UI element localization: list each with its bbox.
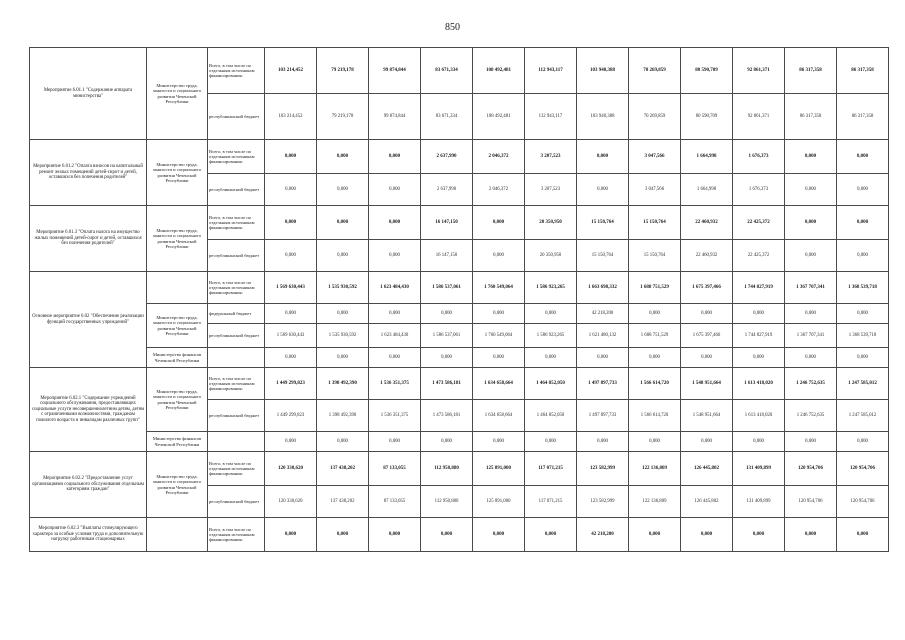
- amount-cell: 0,000: [265, 140, 317, 174]
- executor-cell: Министерство труда, занятости и социального развития Чеченской Республики: [147, 304, 208, 348]
- amount-cell: 0,000: [265, 348, 317, 368]
- amount-cell: 0,000: [369, 174, 421, 206]
- amount-cell: 1 449 299,823: [265, 400, 317, 432]
- amount-cell: 0,000: [837, 240, 889, 272]
- amount-cell: 0,000: [681, 432, 733, 452]
- funding-source-cell: республиканский бюджет: [208, 240, 265, 272]
- amount-cell: 2 046,372: [473, 140, 525, 174]
- amount-cell: 22 425,372: [733, 206, 785, 240]
- amount-cell: 3 047,566: [629, 140, 681, 174]
- amount-cell: 1 744 827,919: [733, 324, 785, 348]
- table-row: [30, 140, 889, 174]
- amount-cell: 122 136,809: [629, 486, 681, 518]
- amount-cell: 87 133,055: [369, 452, 421, 486]
- amount-cell: 0,000: [785, 206, 837, 240]
- executor-cell: Министерство труда, занятости и социального развития Чеченской Республики: [147, 368, 208, 432]
- amount-cell: 16 147,150: [421, 240, 473, 272]
- amount-cell: 103 214,452: [265, 48, 317, 94]
- amount-cell: 0,000: [473, 304, 525, 324]
- amount-cell: 0,000: [317, 304, 369, 324]
- amount-cell: 0,000: [473, 518, 525, 552]
- amount-cell: 15 150,764: [577, 206, 629, 240]
- amount-cell: 0,000: [317, 348, 369, 368]
- amount-cell: 1 744 827,919: [733, 272, 785, 304]
- amount-cell: 87 133,055: [369, 486, 421, 518]
- amount-cell: 120 954,706: [785, 486, 837, 518]
- amount-cell: 1 566 614,720: [629, 400, 681, 432]
- amount-cell: 1 449 299,823: [265, 368, 317, 400]
- amount-cell: 137 438,202: [317, 452, 369, 486]
- amount-cell: 1 663 698,332: [577, 272, 629, 304]
- amount-cell: 125 891,000: [473, 452, 525, 486]
- amount-cell: 0,000: [369, 518, 421, 552]
- amount-cell: 0,000: [369, 240, 421, 272]
- amount-cell: 0,000: [785, 518, 837, 552]
- table-row: [30, 304, 889, 324]
- amount-cell: 1 676,373: [733, 140, 785, 174]
- amount-cell: 0,000: [473, 432, 525, 452]
- amount-cell: 120 954,706: [837, 452, 889, 486]
- amount-cell: 0,000: [577, 174, 629, 206]
- amount-cell: 80 590,709: [681, 48, 733, 94]
- funding-source-cell: республиканский бюджет: [208, 94, 265, 140]
- funding-source-cell: Всего, в том числе по отдельным источникам финансирования:: [208, 140, 265, 174]
- amount-cell: 0,000: [837, 140, 889, 174]
- amount-cell: 0,000: [525, 518, 577, 552]
- amount-cell: 0,000: [629, 304, 681, 324]
- event-name-cell: Мероприятие 6.02.3 "Выплаты стимулирующего характера за особые условия труда и дополнительную нагрузку работникам стационарных: [30, 518, 147, 552]
- amount-cell: 0,000: [317, 140, 369, 174]
- amount-cell: 0,000: [837, 348, 889, 368]
- amount-cell: 1 535 930,592: [317, 272, 369, 304]
- amount-cell: 1 664,998: [681, 174, 733, 206]
- amount-cell: 3 047,566: [629, 174, 681, 206]
- amount-cell: 1 548 951,664: [681, 400, 733, 432]
- amount-cell: 1 676,373: [733, 174, 785, 206]
- amount-cell: 15 150,764: [629, 240, 681, 272]
- amount-cell: 0,000: [317, 240, 369, 272]
- amount-cell: 0,000: [733, 432, 785, 452]
- executor-cell: Министерство финансов Чеченской Республики: [147, 432, 208, 452]
- funding-source-cell: Всего, в том числе по отдельным источникам финансирования:: [208, 272, 265, 304]
- amount-cell: 70 269,859: [629, 94, 681, 140]
- amount-cell: 0,000: [421, 304, 473, 324]
- funding-source-cell: Всего, в том числе по отдельным источникам финансирования:: [208, 452, 265, 486]
- executor-cell: Министерство финансов Чеченской Республики: [147, 348, 208, 368]
- amount-cell: 126 445,802: [681, 452, 733, 486]
- amount-cell: 1 634 658,664: [473, 400, 525, 432]
- amount-cell: 123 582,999: [577, 452, 629, 486]
- amount-cell: 112 950,880: [421, 452, 473, 486]
- amount-cell: 0,000: [473, 348, 525, 368]
- amount-cell: 70 269,859: [629, 48, 681, 94]
- amount-cell: 120 330,620: [265, 452, 317, 486]
- event-name-cell: Основное мероприятие 6.02 "Обеспечение реализации функций государственных учреждений": [30, 272, 147, 368]
- amount-cell: 1 613 418,020: [733, 368, 785, 400]
- amount-cell: 1 398 492,390: [317, 368, 369, 400]
- amount-cell: 1 367 707,341: [785, 272, 837, 304]
- amount-cell: 1 247 585,012: [837, 400, 889, 432]
- amount-cell: 117 071,215: [525, 486, 577, 518]
- executor-cell: [147, 518, 208, 552]
- amount-cell: 0,000: [733, 518, 785, 552]
- amount-cell: 0,000: [785, 174, 837, 206]
- amount-cell: 83 671,334: [421, 94, 473, 140]
- executor-cell: Министерство труда, занятости и социального развития Чеченской Республики: [147, 140, 208, 206]
- amount-cell: 0,000: [681, 304, 733, 324]
- amount-cell: 0,000: [837, 304, 889, 324]
- amount-cell: 2 046,372: [473, 174, 525, 206]
- amount-cell: 20 350,950: [525, 240, 577, 272]
- amount-cell: 16 147,150: [421, 206, 473, 240]
- amount-cell: 0,000: [577, 140, 629, 174]
- amount-cell: 125 891,000: [473, 486, 525, 518]
- amount-cell: 0,000: [837, 518, 889, 552]
- funding-source-cell: Всего, в том числе по отдельным источникам финансирования:: [208, 206, 265, 240]
- funding-source-cell: Всего, в том числе по отдельным источникам финансирования:: [208, 518, 265, 552]
- funding-source-cell: федеральный бюджет: [208, 304, 265, 324]
- amount-cell: 99 874,844: [369, 94, 421, 140]
- amount-cell: 108 492,481: [473, 48, 525, 94]
- amount-cell: 0,000: [681, 348, 733, 368]
- funding-source-cell: Всего, в том числе по отдельным источникам финансирования:: [208, 48, 265, 94]
- amount-cell: 0,000: [785, 240, 837, 272]
- amount-cell: 1 688 751,529: [629, 272, 681, 304]
- amount-cell: 120 330,620: [265, 486, 317, 518]
- amount-cell: 1 473 586,181: [421, 400, 473, 432]
- amount-cell: 0,000: [317, 518, 369, 552]
- amount-cell: 0,000: [577, 348, 629, 368]
- amount-cell: 103 940,388: [577, 94, 629, 140]
- amount-cell: 0,000: [317, 432, 369, 452]
- table-row: [30, 368, 889, 400]
- table-row: [30, 272, 889, 304]
- amount-cell: 0,000: [473, 240, 525, 272]
- amount-cell: 1 675 397,466: [681, 324, 733, 348]
- amount-cell: 1 536 351,375: [369, 368, 421, 400]
- event-name-cell: Мероприятие 6.01.2 "Оплата взносов на капитальный ремонт жилых помещений детей-сирот и детей, оставшихся без попечения родителей": [30, 140, 147, 206]
- amount-cell: 1 473 586,181: [421, 368, 473, 400]
- amount-cell: 1 586 923,265: [525, 272, 577, 304]
- funding-source-cell: [208, 432, 265, 452]
- amount-cell: 0,000: [525, 432, 577, 452]
- amount-cell: 0,000: [369, 348, 421, 368]
- amount-cell: 1 368 539,718: [837, 272, 889, 304]
- amount-cell: 83 671,334: [421, 48, 473, 94]
- amount-cell: 42 218,200: [577, 304, 629, 324]
- amount-cell: 0,000: [525, 348, 577, 368]
- table-row: [30, 48, 889, 94]
- funding-source-cell: республиканский бюджет: [208, 400, 265, 432]
- amount-cell: 86 317,358: [785, 94, 837, 140]
- funding-source-cell: республиканский бюджет: [208, 324, 265, 348]
- amount-cell: 0,000: [785, 304, 837, 324]
- amount-cell: 0,000: [265, 304, 317, 324]
- table-row: [30, 518, 889, 552]
- amount-cell: 120 954,706: [785, 452, 837, 486]
- executor-cell: [147, 272, 208, 304]
- amount-cell: 1 398 492,390: [317, 400, 369, 432]
- amount-cell: 0,000: [837, 174, 889, 206]
- funding-source-cell: республиканский бюджет: [208, 174, 265, 206]
- amount-cell: 0,000: [317, 174, 369, 206]
- amount-cell: 1 246 752,635: [785, 400, 837, 432]
- amount-cell: 1 569 630,443: [265, 272, 317, 304]
- amount-cell: 0,000: [421, 432, 473, 452]
- amount-cell: 79 219,178: [317, 94, 369, 140]
- amount-cell: 0,000: [629, 518, 681, 552]
- amount-cell: 0,000: [265, 174, 317, 206]
- event-name-cell: Мероприятие 6.01.1 "Содержание аппарата министерства": [30, 48, 147, 140]
- amount-cell: 1 536 351,375: [369, 400, 421, 432]
- page-number: 850: [445, 22, 460, 33]
- amount-cell: 1 586 537,061: [421, 272, 473, 304]
- amount-cell: 0,000: [421, 518, 473, 552]
- amount-cell: 22 460,932: [681, 240, 733, 272]
- funding-source-cell: Всего, в том числе по отдельным источникам финансирования:: [208, 368, 265, 400]
- amount-cell: 112 950,880: [421, 486, 473, 518]
- amount-cell: 1 586 923,265: [525, 324, 577, 348]
- amount-cell: 1 675 397,466: [681, 272, 733, 304]
- amount-cell: 1 664,998: [681, 140, 733, 174]
- amount-cell: 0,000: [369, 206, 421, 240]
- amount-cell: 20 350,950: [525, 206, 577, 240]
- amount-cell: 0,000: [785, 432, 837, 452]
- amount-cell: 0,000: [681, 518, 733, 552]
- amount-cell: 1 760 549,064: [473, 324, 525, 348]
- amount-cell: 1 548 951,664: [681, 368, 733, 400]
- amount-cell: 0,000: [785, 348, 837, 368]
- amount-cell: 1 566 614,720: [629, 368, 681, 400]
- amount-cell: 1 247 585,012: [837, 368, 889, 400]
- amount-cell: 92 861,371: [733, 48, 785, 94]
- amount-cell: 1 368 539,718: [837, 324, 889, 348]
- amount-cell: 1 535 930,592: [317, 324, 369, 348]
- amount-cell: 0,000: [473, 206, 525, 240]
- amount-cell: 1 246 752,635: [785, 368, 837, 400]
- amount-cell: 108 492,481: [473, 94, 525, 140]
- amount-cell: 22 460,932: [681, 206, 733, 240]
- table-row: [30, 452, 889, 486]
- amount-cell: 0,000: [265, 206, 317, 240]
- funding-source-cell: [208, 348, 265, 368]
- amount-cell: 0,000: [265, 240, 317, 272]
- budget-table: [29, 47, 889, 552]
- amount-cell: 112 943,117: [525, 48, 577, 94]
- amount-cell: 1 464 852,050: [525, 368, 577, 400]
- amount-cell: 92 861,371: [733, 94, 785, 140]
- amount-cell: 120 954,706: [837, 486, 889, 518]
- amount-cell: 1 634 658,664: [473, 368, 525, 400]
- amount-cell: 0,000: [421, 348, 473, 368]
- amount-cell: 22 425,372: [733, 240, 785, 272]
- amount-cell: 122 136,809: [629, 452, 681, 486]
- table-row: [30, 432, 889, 452]
- amount-cell: 0,000: [369, 140, 421, 174]
- amount-cell: 0,000: [837, 432, 889, 452]
- amount-cell: 0,000: [577, 432, 629, 452]
- amount-cell: 0,000: [837, 206, 889, 240]
- amount-cell: 1 367 707,341: [785, 324, 837, 348]
- amount-cell: 1 586 537,061: [421, 324, 473, 348]
- amount-cell: 131 409,899: [733, 486, 785, 518]
- table-row: [30, 348, 889, 368]
- amount-cell: 86 317,358: [837, 48, 889, 94]
- amount-cell: 0,000: [785, 140, 837, 174]
- amount-cell: 1 613 418,020: [733, 400, 785, 432]
- event-name-cell: Мероприятие 6.01.3 "Оплата налога на имущество жилых помещений детей-сирот и детей, оставшихся без попечения родителей": [30, 206, 147, 272]
- amount-cell: 103 214,452: [265, 94, 317, 140]
- amount-cell: 0,000: [733, 348, 785, 368]
- amount-cell: 15 150,764: [629, 206, 681, 240]
- amount-cell: 126 445,802: [681, 486, 733, 518]
- amount-cell: 0,000: [317, 206, 369, 240]
- amount-cell: 3 207,523: [525, 174, 577, 206]
- amount-cell: 0,000: [265, 518, 317, 552]
- event-name-cell: Мероприятие 6.02.2 "Предоставление услуг организациями социального обслуживания отдельным категориям граждан": [30, 452, 147, 518]
- executor-cell: Министерство труда, занятости и социального развития Чеченской Республики: [147, 206, 208, 272]
- amount-cell: 117 071,215: [525, 452, 577, 486]
- amount-cell: 0,000: [525, 304, 577, 324]
- table-row: [30, 206, 889, 240]
- amount-cell: 123 582,999: [577, 486, 629, 518]
- amount-cell: 86 317,358: [837, 94, 889, 140]
- amount-cell: 112 943,117: [525, 94, 577, 140]
- amount-cell: 0,000: [629, 348, 681, 368]
- amount-cell: 0,000: [369, 304, 421, 324]
- event-name-cell: Мероприятие 6.02.1 "Содержание учреждений социального обслуживания, предоставляющих социальные услуги несовершеннолетним детям, детям с ограниченными возможностями, гражданам пожилого возраста и инвалидам различных групп": [30, 368, 147, 452]
- amount-cell: 0,000: [629, 432, 681, 452]
- amount-cell: 137 438,202: [317, 486, 369, 518]
- amount-cell: 3 207,523: [525, 140, 577, 174]
- amount-cell: 99 874,844: [369, 48, 421, 94]
- amount-cell: 79 219,178: [317, 48, 369, 94]
- amount-cell: 0,000: [369, 432, 421, 452]
- amount-cell: 1 621 480,132: [577, 324, 629, 348]
- amount-cell: 86 317,358: [785, 48, 837, 94]
- amount-cell: 2 637,990: [421, 174, 473, 206]
- amount-cell: 42 218,200: [577, 518, 629, 552]
- executor-cell: Министерство труда, занятости и социального развития Чеченской Республики: [147, 48, 208, 140]
- amount-cell: 1 623 484,430: [369, 324, 421, 348]
- amount-cell: 1 623 484,430: [369, 272, 421, 304]
- amount-cell: 1 497 897,733: [577, 400, 629, 432]
- amount-cell: 1 497 897,733: [577, 368, 629, 400]
- amount-cell: 15 150,764: [577, 240, 629, 272]
- amount-cell: 1 760 549,064: [473, 272, 525, 304]
- amount-cell: 80 590,709: [681, 94, 733, 140]
- amount-cell: 1 569 630,443: [265, 324, 317, 348]
- amount-cell: 0,000: [265, 432, 317, 452]
- funding-source-cell: республиканский бюджет: [208, 486, 265, 518]
- amount-cell: 0,000: [733, 304, 785, 324]
- amount-cell: 131 409,899: [733, 452, 785, 486]
- amount-cell: 1 464 852,050: [525, 400, 577, 432]
- amount-cell: 103 940,388: [577, 48, 629, 94]
- amount-cell: 2 637,990: [421, 140, 473, 174]
- amount-cell: 1 688 751,529: [629, 324, 681, 348]
- executor-cell: Министерство труда, занятости и социального развития Чеченской Республики: [147, 452, 208, 518]
